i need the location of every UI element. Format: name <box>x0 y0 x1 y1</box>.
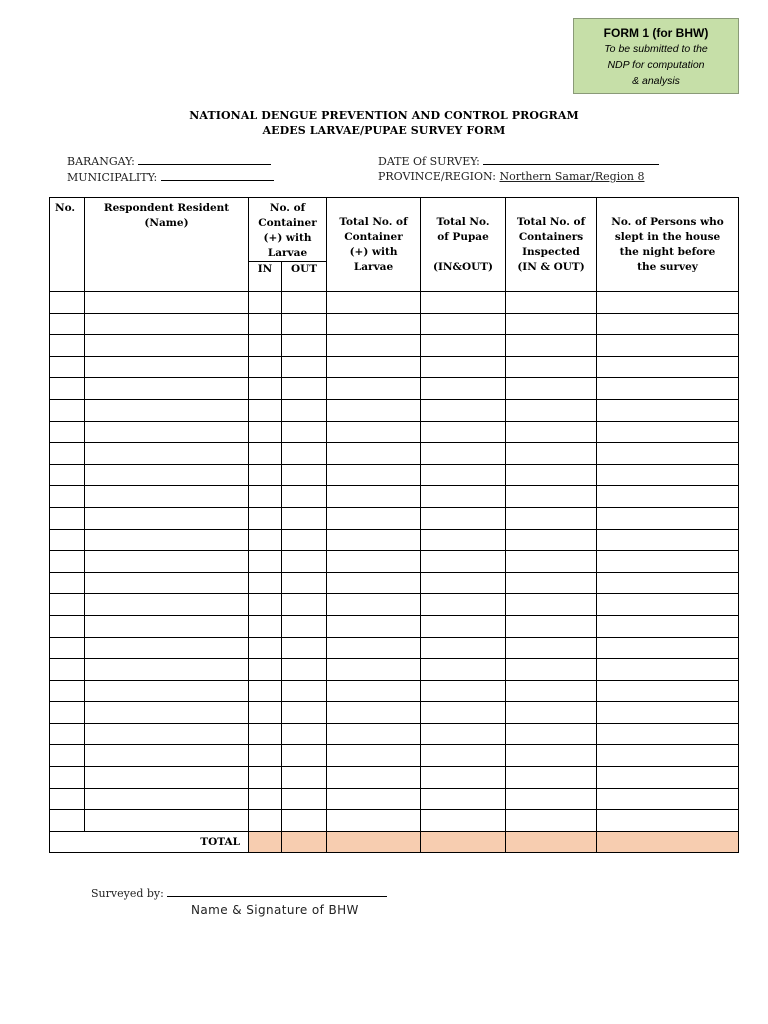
cell-no[interactable] <box>50 421 85 443</box>
cell-total-inspected[interactable] <box>506 529 597 551</box>
cell-out[interactable] <box>282 572 327 594</box>
header-line: Larvae <box>267 247 308 259</box>
municipality-field[interactable] <box>67 170 274 184</box>
cell-persons-slept[interactable] <box>597 637 739 659</box>
cell-total-inspected[interactable] <box>506 378 597 400</box>
cell-no[interactable] <box>50 572 85 594</box>
cell-total-container[interactable] <box>327 399 421 421</box>
cell-out[interactable] <box>282 745 327 767</box>
cell-total-container[interactable] <box>327 594 421 616</box>
header-line: Containers <box>518 231 584 243</box>
cell-total-pupae[interactable] <box>421 810 506 832</box>
cell-total-pupae[interactable] <box>421 335 506 357</box>
cell-total-container[interactable] <box>327 810 421 832</box>
cell-in[interactable] <box>249 378 282 400</box>
cell-no[interactable] <box>50 810 85 832</box>
cell-out[interactable] <box>282 529 327 551</box>
cell-total-container[interactable] <box>327 356 421 378</box>
cell-out[interactable] <box>282 356 327 378</box>
cell-total-inspected[interactable] <box>506 767 597 789</box>
cell-in[interactable] <box>249 659 282 681</box>
cell-respondent[interactable] <box>85 723 249 745</box>
table-row <box>50 745 739 767</box>
cell-total-pupae[interactable] <box>421 292 506 314</box>
total-cell[interactable] <box>506 831 597 852</box>
cell-total-pupae[interactable] <box>421 464 506 486</box>
cell-total-pupae[interactable] <box>421 421 506 443</box>
cell-out[interactable] <box>282 594 327 616</box>
cell-respondent[interactable] <box>85 572 249 594</box>
cell-total-container[interactable] <box>327 788 421 810</box>
cell-in[interactable] <box>249 507 282 529</box>
cell-out[interactable] <box>282 335 327 357</box>
table-row <box>50 767 739 789</box>
cell-persons-slept[interactable] <box>597 443 739 465</box>
cell-total-inspected[interactable] <box>506 464 597 486</box>
form-id-box <box>573 18 739 94</box>
total-cell[interactable] <box>327 831 421 852</box>
header-no: No. <box>50 198 85 292</box>
cell-no[interactable] <box>50 529 85 551</box>
cell-total-inspected[interactable] <box>506 745 597 767</box>
cell-out[interactable] <box>282 810 327 832</box>
cell-no[interactable] <box>50 378 85 400</box>
header-total-pupae <box>421 198 506 292</box>
cell-in[interactable] <box>249 399 282 421</box>
cell-no[interactable] <box>50 767 85 789</box>
cell-total-container[interactable] <box>327 637 421 659</box>
cell-out[interactable] <box>282 313 327 335</box>
cell-no[interactable] <box>50 594 85 616</box>
cell-no[interactable] <box>50 464 85 486</box>
form-id-note-line: To be submitted to the <box>604 43 708 55</box>
cell-no[interactable] <box>50 788 85 810</box>
cell-total-pupae[interactable] <box>421 723 506 745</box>
header-spacer <box>421 245 505 260</box>
total-cell[interactable] <box>597 831 739 852</box>
cell-out[interactable] <box>282 788 327 810</box>
cell-no[interactable] <box>50 335 85 357</box>
cell-total-inspected[interactable] <box>506 659 597 681</box>
cell-persons-slept[interactable] <box>597 335 739 357</box>
table-row <box>50 637 739 659</box>
cell-in[interactable] <box>249 421 282 443</box>
cell-respondent[interactable] <box>85 529 249 551</box>
table-row <box>50 810 739 832</box>
cell-total-inspected[interactable] <box>506 680 597 702</box>
table-row <box>50 615 739 637</box>
cell-persons-slept[interactable] <box>597 659 739 681</box>
total-cell[interactable] <box>282 831 327 852</box>
header-line: (+) with <box>263 232 312 244</box>
cell-no[interactable] <box>50 745 85 767</box>
table-row <box>50 313 739 335</box>
header-line: (+) with <box>349 246 398 258</box>
cell-total-inspected[interactable] <box>506 421 597 443</box>
cell-total-container[interactable] <box>327 572 421 594</box>
form-title: AEDES LARVAE/PUPAE SURVEY FORM <box>262 124 506 137</box>
cell-respondent[interactable] <box>85 486 249 508</box>
surveyed-by-field[interactable] <box>91 886 387 900</box>
cell-total-inspected[interactable] <box>506 702 597 724</box>
cell-respondent[interactable] <box>85 313 249 335</box>
table-row <box>50 292 739 314</box>
form-id-note-line: & analysis <box>632 75 680 87</box>
header-line: slept in the house <box>614 231 721 243</box>
cell-total-pupae[interactable] <box>421 399 506 421</box>
cell-total-container[interactable] <box>327 767 421 789</box>
table-row <box>50 399 739 421</box>
cell-persons-slept[interactable] <box>597 356 739 378</box>
cell-respondent[interactable] <box>85 788 249 810</box>
cell-out[interactable] <box>282 551 327 573</box>
cell-no[interactable] <box>50 723 85 745</box>
cell-total-container[interactable] <box>327 486 421 508</box>
cell-total-inspected[interactable] <box>506 335 597 357</box>
province-field[interactable] <box>378 170 644 183</box>
cell-total-inspected[interactable] <box>506 572 597 594</box>
cell-total-inspected[interactable] <box>506 615 597 637</box>
barangay-field[interactable] <box>67 154 271 168</box>
cell-persons-slept[interactable] <box>597 680 739 702</box>
cell-total-pupae[interactable] <box>421 788 506 810</box>
cell-respondent[interactable] <box>85 399 249 421</box>
form-id-note-line: NDP for computation <box>607 59 705 71</box>
surveyed-by-label: Surveyed by: <box>91 887 164 900</box>
cell-in[interactable] <box>249 615 282 637</box>
cell-in[interactable] <box>249 572 282 594</box>
header-line: (IN&OUT) <box>432 261 494 273</box>
cell-total-pupae[interactable] <box>421 529 506 551</box>
table-row <box>50 551 739 573</box>
cell-persons-slept[interactable] <box>597 702 739 724</box>
cell-no[interactable] <box>50 399 85 421</box>
cell-persons-slept[interactable] <box>597 788 739 810</box>
cell-no[interactable] <box>50 507 85 529</box>
cell-no[interactable] <box>50 615 85 637</box>
header-line: Inspected <box>522 246 580 258</box>
cell-total-inspected[interactable] <box>506 810 597 832</box>
cell-persons-slept[interactable] <box>597 572 739 594</box>
cell-persons-slept[interactable] <box>597 767 739 789</box>
cell-out[interactable] <box>282 292 327 314</box>
cell-no[interactable] <box>50 356 85 378</box>
cell-total-pupae[interactable] <box>421 745 506 767</box>
cell-in[interactable] <box>249 594 282 616</box>
cell-persons-slept[interactable] <box>597 464 739 486</box>
cell-persons-slept[interactable] <box>597 399 739 421</box>
table-row <box>50 788 739 810</box>
cell-total-inspected[interactable] <box>506 399 597 421</box>
cell-total-container[interactable] <box>327 723 421 745</box>
cell-out[interactable] <box>282 723 327 745</box>
table-row <box>50 356 739 378</box>
header-line: Total No. of <box>516 216 586 228</box>
cell-in[interactable] <box>249 810 282 832</box>
header-line: Container <box>344 231 403 243</box>
program-title: NATIONAL DENGUE PREVENTION AND CONTROL PROGRAM <box>189 109 579 122</box>
form-id-note <box>574 41 738 89</box>
header-total-inspected <box>506 198 597 292</box>
table-row <box>50 464 739 486</box>
cell-total-container[interactable] <box>327 335 421 357</box>
cell-in[interactable] <box>249 356 282 378</box>
header-persons-slept <box>597 198 739 292</box>
cell-persons-slept[interactable] <box>597 745 739 767</box>
cell-in[interactable] <box>249 529 282 551</box>
cell-persons-slept[interactable] <box>597 486 739 508</box>
cell-no[interactable] <box>50 443 85 465</box>
cell-in[interactable] <box>249 637 282 659</box>
cell-total-pupae[interactable] <box>421 551 506 573</box>
cell-no[interactable] <box>50 486 85 508</box>
cell-respondent[interactable] <box>85 292 249 314</box>
cell-out[interactable] <box>282 767 327 789</box>
barangay-blank[interactable] <box>138 154 271 165</box>
date-label: DATE Of SURVEY: <box>378 155 480 168</box>
cell-persons-slept[interactable] <box>597 723 739 745</box>
cell-in[interactable] <box>249 292 282 314</box>
cell-total-inspected[interactable] <box>506 313 597 335</box>
cell-respondent[interactable] <box>85 745 249 767</box>
cell-no[interactable] <box>50 702 85 724</box>
cell-total-container[interactable] <box>327 464 421 486</box>
cell-persons-slept[interactable] <box>597 810 739 832</box>
cell-total-pupae[interactable] <box>421 767 506 789</box>
cell-respondent[interactable] <box>85 659 249 681</box>
table-row <box>50 378 739 400</box>
cell-total-inspected[interactable] <box>506 723 597 745</box>
cell-persons-slept[interactable] <box>597 551 739 573</box>
province-label: PROVINCE/REGION: <box>378 170 496 183</box>
cell-total-pupae[interactable] <box>421 486 506 508</box>
cell-total-container[interactable] <box>327 378 421 400</box>
cell-in[interactable] <box>249 335 282 357</box>
date-field[interactable] <box>378 154 659 168</box>
table-row <box>50 594 739 616</box>
table-row <box>50 702 739 724</box>
cell-total-container[interactable] <box>327 659 421 681</box>
header-container-positive <box>249 198 327 262</box>
cell-out[interactable] <box>282 378 327 400</box>
cell-persons-slept[interactable] <box>597 292 739 314</box>
cell-persons-slept[interactable] <box>597 421 739 443</box>
header-line: Container <box>258 217 317 229</box>
cell-total-pupae[interactable] <box>421 637 506 659</box>
cell-total-inspected[interactable] <box>506 594 597 616</box>
cell-total-pupae[interactable] <box>421 680 506 702</box>
header-line: Total No. <box>436 216 490 228</box>
form-id-title: FORM 1 (for BHW) <box>603 26 709 40</box>
barangay-label: BARANGAY: <box>67 155 135 168</box>
cell-total-container[interactable] <box>327 443 421 465</box>
header-line: Total No. of <box>339 216 408 228</box>
header-in: IN <box>249 262 282 292</box>
cell-in[interactable] <box>249 767 282 789</box>
total-label: TOTAL <box>50 831 249 852</box>
table-row <box>50 659 739 681</box>
cell-in[interactable] <box>249 464 282 486</box>
cell-total-pupae[interactable] <box>421 572 506 594</box>
cell-total-container[interactable] <box>327 702 421 724</box>
header-line: (Name) <box>144 217 189 229</box>
cell-total-container[interactable] <box>327 615 421 637</box>
cell-in[interactable] <box>249 702 282 724</box>
header-line: (IN & OUT) <box>517 261 585 273</box>
cell-in[interactable] <box>249 723 282 745</box>
cell-total-container[interactable] <box>327 680 421 702</box>
cell-total-pupae[interactable] <box>421 356 506 378</box>
table-row <box>50 443 739 465</box>
cell-no[interactable] <box>50 292 85 314</box>
cell-no[interactable] <box>50 680 85 702</box>
cell-out[interactable] <box>282 702 327 724</box>
cell-respondent[interactable] <box>85 551 249 573</box>
cell-respondent[interactable] <box>85 335 249 357</box>
header-line: Larvae <box>353 261 394 273</box>
cell-total-inspected[interactable] <box>506 551 597 573</box>
cell-total-inspected[interactable] <box>506 637 597 659</box>
cell-total-pupae[interactable] <box>421 594 506 616</box>
cell-out[interactable] <box>282 464 327 486</box>
cell-out[interactable] <box>282 443 327 465</box>
survey-table <box>49 197 739 853</box>
cell-respondent[interactable] <box>85 767 249 789</box>
cell-total-pupae[interactable] <box>421 313 506 335</box>
total-cell[interactable] <box>249 831 282 852</box>
cell-total-pupae[interactable] <box>421 659 506 681</box>
cell-respondent[interactable] <box>85 378 249 400</box>
cell-in[interactable] <box>249 745 282 767</box>
cell-respondent[interactable] <box>85 507 249 529</box>
cell-total-pupae[interactable] <box>421 615 506 637</box>
cell-total-pupae[interactable] <box>421 378 506 400</box>
cell-total-inspected[interactable] <box>506 292 597 314</box>
table-row <box>50 680 739 702</box>
cell-out[interactable] <box>282 399 327 421</box>
cell-respondent[interactable] <box>85 680 249 702</box>
table-body <box>50 292 739 853</box>
surveyed-by-blank[interactable] <box>167 886 387 897</box>
date-blank[interactable] <box>483 154 659 165</box>
table-row <box>50 723 739 745</box>
cell-persons-slept[interactable] <box>597 594 739 616</box>
total-row <box>50 831 739 852</box>
cell-in[interactable] <box>249 551 282 573</box>
cell-respondent[interactable] <box>85 443 249 465</box>
municipality-blank[interactable] <box>161 170 274 181</box>
cell-total-container[interactable] <box>327 507 421 529</box>
header-line: No. of <box>269 202 306 214</box>
cell-total-inspected[interactable] <box>506 788 597 810</box>
cell-respondent[interactable] <box>85 356 249 378</box>
cell-out[interactable] <box>282 421 327 443</box>
table-row <box>50 572 739 594</box>
cell-persons-slept[interactable] <box>597 507 739 529</box>
signature-caption: Name & Signature of BHW <box>191 903 359 917</box>
cell-no[interactable] <box>50 313 85 335</box>
header-line: of Pupae <box>437 231 489 243</box>
cell-in[interactable] <box>249 788 282 810</box>
cell-total-inspected[interactable] <box>506 443 597 465</box>
cell-respondent[interactable] <box>85 637 249 659</box>
table-row <box>50 507 739 529</box>
header-total-container <box>327 198 421 292</box>
cell-respondent[interactable] <box>85 464 249 486</box>
header-line: No. of Persons who <box>611 216 724 228</box>
cell-total-pupae[interactable] <box>421 507 506 529</box>
cell-total-container[interactable] <box>327 745 421 767</box>
table-row <box>50 486 739 508</box>
cell-total-container[interactable] <box>327 313 421 335</box>
total-cell[interactable] <box>421 831 506 852</box>
cell-total-container[interactable] <box>327 292 421 314</box>
cell-persons-slept[interactable] <box>597 313 739 335</box>
cell-out[interactable] <box>282 615 327 637</box>
cell-no[interactable] <box>50 637 85 659</box>
cell-in[interactable] <box>249 313 282 335</box>
cell-total-pupae[interactable] <box>421 443 506 465</box>
header-line: the survey <box>637 261 698 273</box>
cell-out[interactable] <box>282 659 327 681</box>
cell-out[interactable] <box>282 486 327 508</box>
header-line: the night before <box>619 246 716 258</box>
cell-total-inspected[interactable] <box>506 356 597 378</box>
cell-in[interactable] <box>249 680 282 702</box>
header-line: Respondent Resident <box>103 202 230 214</box>
cell-total-inspected[interactable] <box>506 486 597 508</box>
cell-respondent[interactable] <box>85 421 249 443</box>
table-row <box>50 335 739 357</box>
cell-no[interactable] <box>50 659 85 681</box>
cell-respondent[interactable] <box>85 615 249 637</box>
cell-respondent[interactable] <box>85 810 249 832</box>
cell-total-container[interactable] <box>327 529 421 551</box>
cell-persons-slept[interactable] <box>597 529 739 551</box>
cell-no[interactable] <box>50 551 85 573</box>
province-value[interactable]: Northern Samar/Region 8 <box>499 170 645 183</box>
cell-total-pupae[interactable] <box>421 702 506 724</box>
header-out: OUT <box>282 262 327 292</box>
cell-in[interactable] <box>249 443 282 465</box>
cell-out[interactable] <box>282 637 327 659</box>
cell-respondent[interactable] <box>85 702 249 724</box>
cell-in[interactable] <box>249 486 282 508</box>
table-row <box>50 421 739 443</box>
municipality-label: MUNICIPALITY: <box>67 171 158 184</box>
cell-out[interactable] <box>282 680 327 702</box>
cell-total-container[interactable] <box>327 421 421 443</box>
header-respondent <box>85 198 249 292</box>
cell-total-inspected[interactable] <box>506 507 597 529</box>
cell-persons-slept[interactable] <box>597 378 739 400</box>
cell-respondent[interactable] <box>85 594 249 616</box>
cell-total-container[interactable] <box>327 551 421 573</box>
cell-out[interactable] <box>282 507 327 529</box>
cell-persons-slept[interactable] <box>597 615 739 637</box>
table-row <box>50 529 739 551</box>
